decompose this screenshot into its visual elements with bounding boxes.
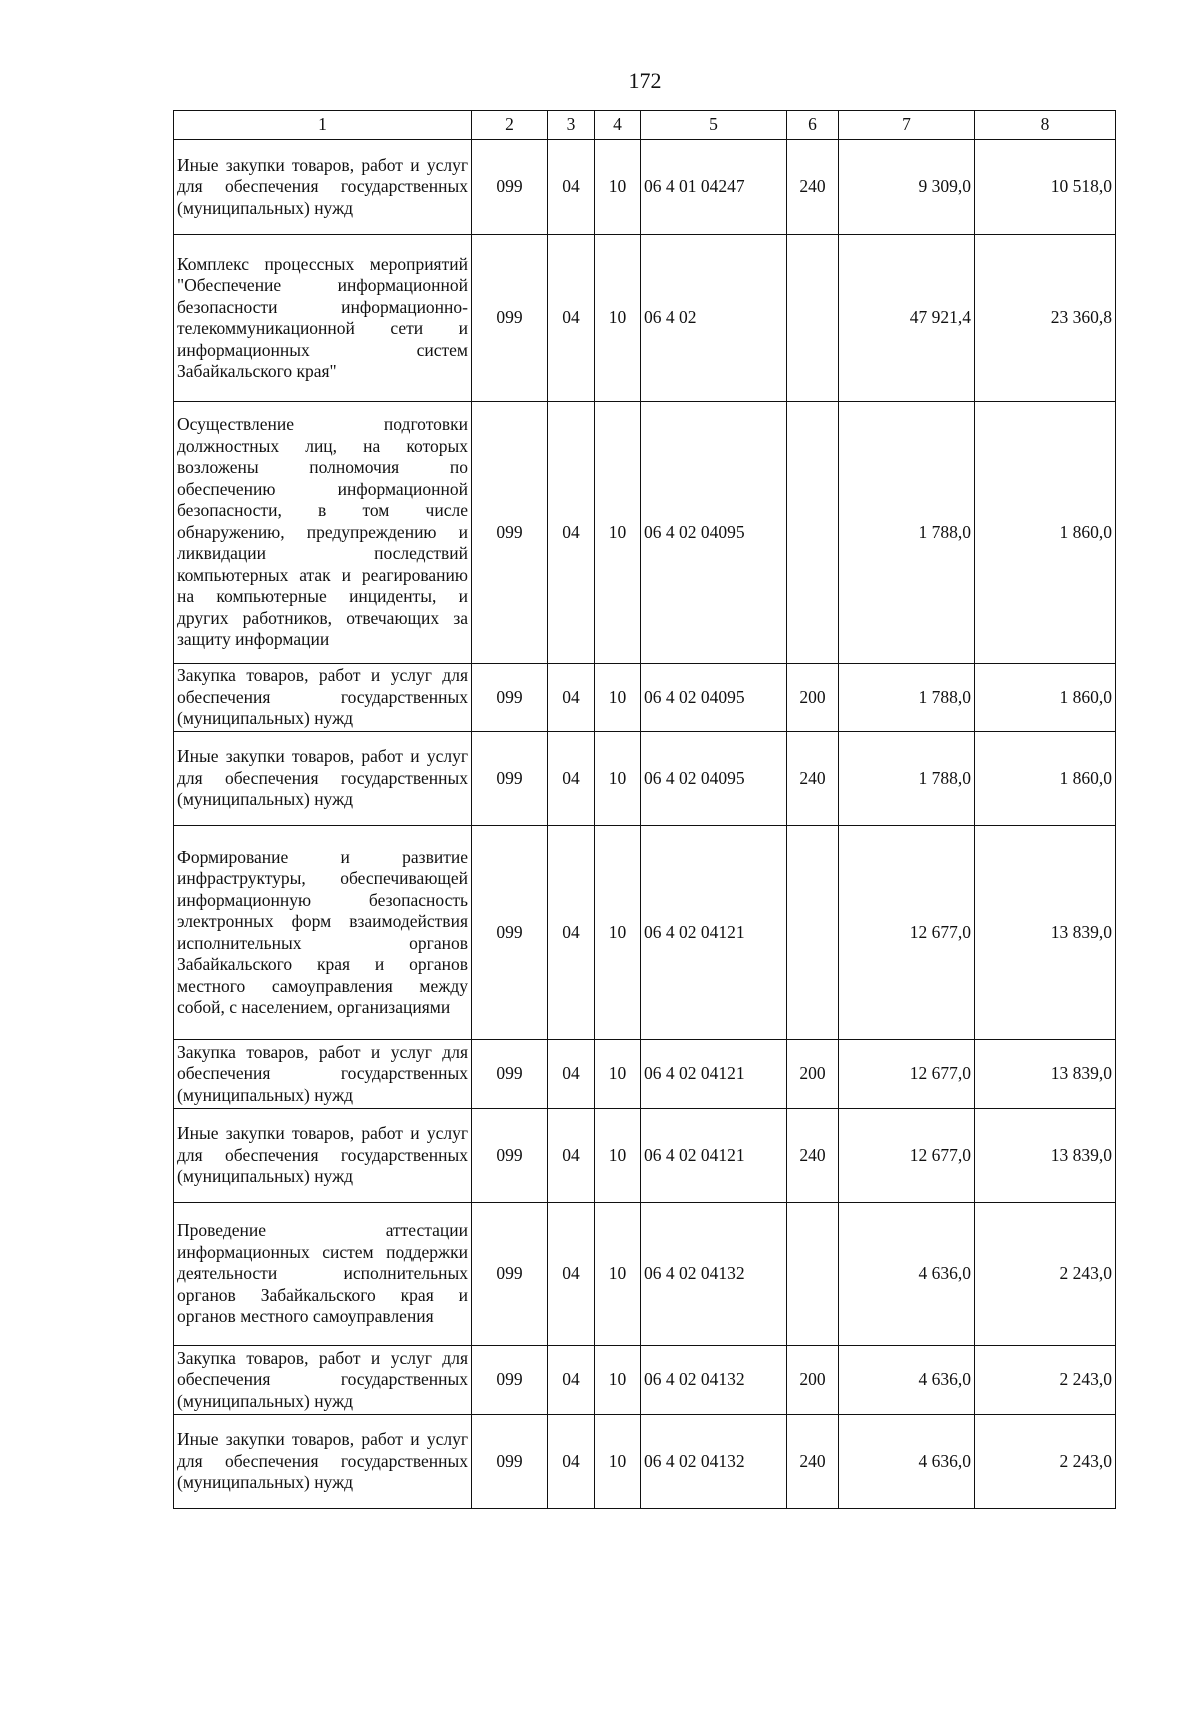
cell-amount-8: 2 243,0 (975, 1346, 1116, 1415)
cell-subsection: 10 (595, 402, 641, 664)
cell-ministry: 099 (472, 1346, 548, 1415)
cell-amount-8: 2 243,0 (975, 1203, 1116, 1346)
column-header: 8 (975, 111, 1116, 140)
row-name: Иные закупки товаров, работ и услуг для обеспечения государственных (муниципальных) нужд (174, 140, 472, 235)
cell-amount-7: 4 636,0 (839, 1346, 975, 1415)
cell-target-article: 06 4 02 04095 (641, 402, 787, 664)
column-header: 5 (641, 111, 787, 140)
table-row (174, 1109, 1116, 1203)
table-row (174, 664, 1116, 732)
row-name: Закупка товаров, работ и услуг для обеспечения государственных (муниципальных) нужд (174, 664, 472, 732)
column-header: 4 (595, 111, 641, 140)
cell-subsection: 10 (595, 140, 641, 235)
cell-amount-8: 13 839,0 (975, 1109, 1116, 1203)
row-name: Иные закупки товаров, работ и услуг для обеспечения государственных (муниципальных) нужд (174, 1109, 472, 1203)
cell-expense-type: 200 (787, 664, 839, 732)
cell-section: 04 (548, 1203, 595, 1346)
cell-ministry: 099 (472, 1415, 548, 1509)
column-header: 6 (787, 111, 839, 140)
table-row (174, 1346, 1116, 1415)
row-name: Иные закупки товаров, работ и услуг для обеспечения государственных (муниципальных) нужд (174, 1415, 472, 1509)
cell-target-article: 06 4 02 04121 (641, 826, 787, 1040)
cell-target-article: 06 4 02 04132 (641, 1203, 787, 1346)
cell-section: 04 (548, 732, 595, 826)
row-name: Формирование и развитие инфраструктуры, обеспечивающей информационную безопасность электронных форм взаимодействия исполнительных органов Забайкальского края и органов местного самоуправления между собой, с населением, организациями (174, 826, 472, 1040)
cell-subsection: 10 (595, 235, 641, 402)
cell-section: 04 (548, 1040, 595, 1109)
table-row (174, 732, 1116, 826)
page-number: 172 (628, 68, 662, 93)
cell-expense-type: 240 (787, 140, 839, 235)
cell-section: 04 (548, 140, 595, 235)
cell-section: 04 (548, 664, 595, 732)
table-row (174, 1040, 1116, 1109)
cell-target-article: 06 4 02 04132 (641, 1415, 787, 1509)
cell-expense-type (787, 1203, 839, 1346)
cell-expense-type (787, 402, 839, 664)
row-name: Закупка товаров, работ и услуг для обеспечения государственных (муниципальных) нужд (174, 1346, 472, 1415)
cell-target-article: 06 4 02 04095 (641, 664, 787, 732)
cell-ministry: 099 (472, 402, 548, 664)
table-row (174, 1415, 1116, 1509)
cell-expense-type: 240 (787, 1109, 839, 1203)
cell-expense-type (787, 235, 839, 402)
cell-expense-type: 200 (787, 1346, 839, 1415)
cell-amount-8: 1 860,0 (975, 664, 1116, 732)
cell-ministry: 099 (472, 732, 548, 826)
cell-target-article: 06 4 02 04121 (641, 1040, 787, 1109)
cell-amount-8: 10 518,0 (975, 140, 1116, 235)
cell-amount-8: 1 860,0 (975, 402, 1116, 664)
cell-ministry: 099 (472, 140, 548, 235)
cell-amount-7: 12 677,0 (839, 826, 975, 1040)
cell-subsection: 10 (595, 1040, 641, 1109)
table-row (174, 235, 1116, 402)
cell-subsection: 10 (595, 1415, 641, 1509)
row-name: Комплекс процессных мероприятий "Обеспечение информационной безопасности информационно-телекоммуникационной сети и информационных систем Забайкальского края" (174, 235, 472, 402)
cell-subsection: 10 (595, 664, 641, 732)
cell-ministry: 099 (472, 826, 548, 1040)
cell-expense-type: 200 (787, 1040, 839, 1109)
cell-expense-type: 240 (787, 732, 839, 826)
budget-table (173, 110, 1116, 1509)
table-row (174, 1203, 1116, 1346)
cell-ministry: 099 (472, 1109, 548, 1203)
cell-subsection: 10 (595, 1109, 641, 1203)
cell-ministry: 099 (472, 664, 548, 732)
cell-amount-8: 13 839,0 (975, 1040, 1116, 1109)
cell-amount-7: 4 636,0 (839, 1203, 975, 1346)
column-header: 3 (548, 111, 595, 140)
cell-expense-type: 240 (787, 1415, 839, 1509)
cell-section: 04 (548, 1415, 595, 1509)
table-row (174, 826, 1116, 1040)
cell-ministry: 099 (472, 1203, 548, 1346)
cell-amount-8: 23 360,8 (975, 235, 1116, 402)
table-row (174, 140, 1116, 235)
column-header: 2 (472, 111, 548, 140)
cell-amount-7: 1 788,0 (839, 664, 975, 732)
cell-target-article: 06 4 02 (641, 235, 787, 402)
cell-amount-8: 13 839,0 (975, 826, 1116, 1040)
cell-subsection: 10 (595, 1346, 641, 1415)
cell-expense-type (787, 826, 839, 1040)
cell-subsection: 10 (595, 826, 641, 1040)
cell-target-article: 06 4 02 04121 (641, 1109, 787, 1203)
cell-amount-8: 1 860,0 (975, 732, 1116, 826)
cell-amount-8: 2 243,0 (975, 1415, 1116, 1509)
cell-amount-7: 12 677,0 (839, 1040, 975, 1109)
cell-target-article: 06 4 01 04247 (641, 140, 787, 235)
cell-amount-7: 4 636,0 (839, 1415, 975, 1509)
column-header: 1 (174, 111, 472, 140)
cell-amount-7: 47 921,4 (839, 235, 975, 402)
row-name: Проведение аттестации информационных систем поддержки деятельности исполнительных органов Забайкальского края и органов местного самоуправления (174, 1203, 472, 1346)
cell-section: 04 (548, 826, 595, 1040)
column-header: 7 (839, 111, 975, 140)
header-row (174, 111, 1116, 140)
cell-target-article: 06 4 02 04132 (641, 1346, 787, 1415)
cell-target-article: 06 4 02 04095 (641, 732, 787, 826)
cell-ministry: 099 (472, 1040, 548, 1109)
row-name: Иные закупки товаров, работ и услуг для обеспечения государственных (муниципальных) нужд (174, 732, 472, 826)
cell-subsection: 10 (595, 1203, 641, 1346)
cell-amount-7: 9 309,0 (839, 140, 975, 235)
cell-section: 04 (548, 235, 595, 402)
table-row (174, 402, 1116, 664)
cell-amount-7: 12 677,0 (839, 1109, 975, 1203)
row-name: Закупка товаров, работ и услуг для обеспечения государственных (муниципальных) нужд (174, 1040, 472, 1109)
cell-amount-7: 1 788,0 (839, 402, 975, 664)
cell-section: 04 (548, 1109, 595, 1203)
cell-amount-7: 1 788,0 (839, 732, 975, 826)
row-name: Осуществление подготовки должностных лиц, на которых возложены полномочия по обеспечению информационной безопасности, в том числе обнаружению, предупреждению и ликвидации последствий компьютерных атак и реагированию на компьютерные инциденты, и других работников, отвечающих за защиту информации (174, 402, 472, 664)
cell-subsection: 10 (595, 732, 641, 826)
cell-section: 04 (548, 402, 595, 664)
cell-ministry: 099 (472, 235, 548, 402)
cell-section: 04 (548, 1346, 595, 1415)
